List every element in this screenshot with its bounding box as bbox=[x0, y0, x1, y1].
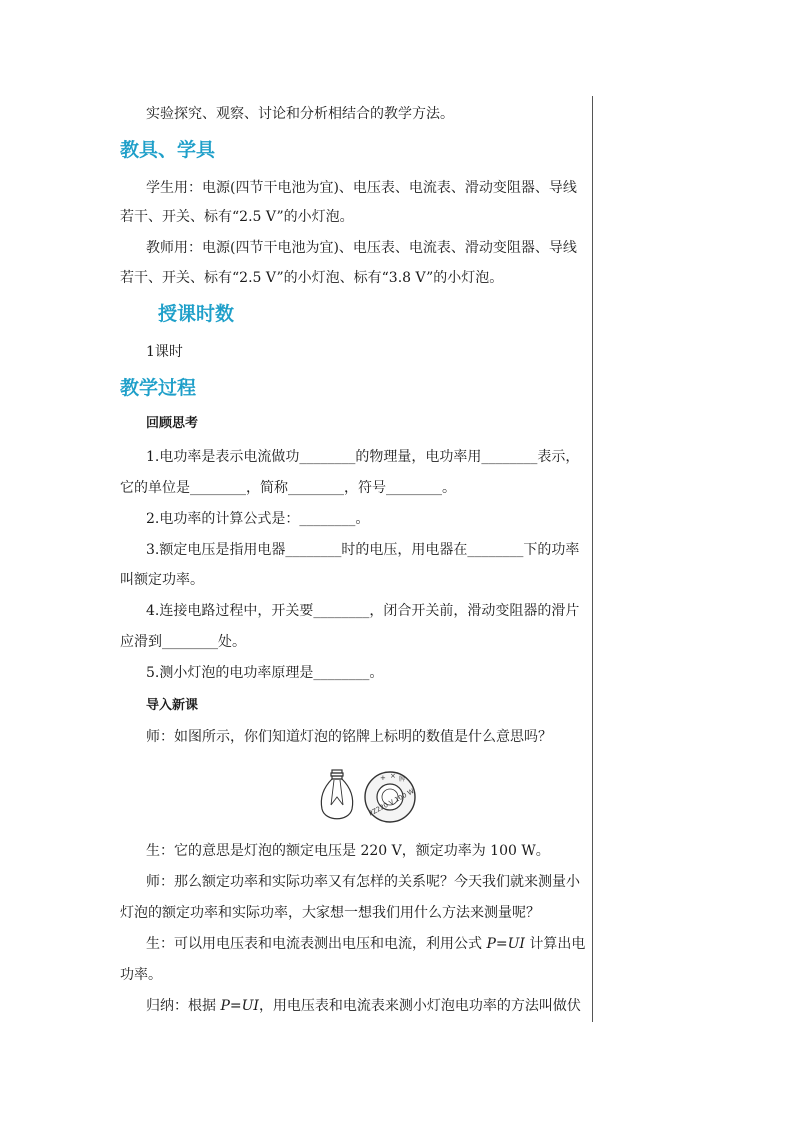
intro-teacher-line-2: 灯泡的额定功率和实际功率，大家想一想我们用什么方法来测量呢？ bbox=[120, 905, 540, 921]
answer-2-text-a: 生：可以用电压表和电流表测出电压和电流，利用公式 bbox=[146, 936, 487, 952]
answer-2-text-b: 计算出电 bbox=[524, 936, 586, 952]
teacher-tools-line-1: 教师用：电源(四节干电池为宜)、电压表、电流表、滑动变阻器、导线 bbox=[146, 240, 577, 256]
intro-teacher-line-1: 师：那么额定功率和实际功率又有怎样的关系呢？今天我们就来测量小 bbox=[146, 874, 580, 890]
nameplate-icon bbox=[365, 772, 416, 822]
heading-hours: 授课时数 bbox=[158, 303, 235, 325]
teacher-tools-line-2: 若干、开关、标有“2.5 V”的小灯泡、标有“3.8 V”的小灯泡。 bbox=[120, 270, 504, 286]
svg-text:×: × bbox=[390, 772, 396, 780]
student-tools-line-1: 学生用：电源(四节干电池为宜)、电压表、电流表、滑动变阻器、导线 bbox=[146, 180, 577, 196]
student-tools-line-2: 若干、开关、标有“2.5 V”的小灯泡。 bbox=[120, 209, 354, 225]
formula-p-ui: P=UI bbox=[486, 936, 525, 952]
intro-student-answer-2-line-1 bbox=[146, 934, 585, 954]
heading-tools: 教具、学具 bbox=[120, 139, 216, 161]
review-q4-line-2: 应滑到________处。 bbox=[120, 634, 246, 650]
svg-text:+: + bbox=[380, 774, 386, 782]
review-q3-line-1: 3.额定电压是指用电器________时的电压，用电器在________下的功率 bbox=[146, 542, 580, 558]
review-title: 回顾思考 bbox=[146, 416, 199, 431]
intro-student-answer-2-line-2: 功率。 bbox=[120, 967, 162, 983]
review-q5: 5.测小灯泡的电功率原理是________。 bbox=[146, 665, 384, 681]
margin-rule bbox=[592, 96, 593, 1022]
review-q1-line-1: 1.电功率是表示电流做功________的物理量，电功率用________表示， bbox=[146, 449, 580, 465]
summary-line bbox=[146, 996, 581, 1016]
heading-process: 教学过程 bbox=[120, 377, 197, 399]
intro-student-answer-1: 生：它的意思是灯泡的额定电压是 220 V，额定功率为 100 W。 bbox=[146, 843, 550, 859]
summary-text-b: ，用电压表和电流表来测小灯泡电功率的方法叫做伏 bbox=[258, 998, 581, 1014]
bulb-rating-label: PZ220 V 100 W bbox=[367, 787, 416, 818]
review-q4-line-1: 4.连接电路过程中，开关要________，闭合开关前，滑动变阻器的滑片 bbox=[146, 603, 580, 619]
summary-text-a: 归纳：根据 bbox=[146, 998, 221, 1014]
hours-value: 1课时 bbox=[146, 344, 183, 360]
intro-teacher-question: 师：如图所示，你们知道灯泡的铭牌上标明的数值是什么意思吗？ bbox=[146, 729, 552, 745]
method-text: 实验探究、观察、讨论和分析相结合的教学方法。 bbox=[146, 106, 454, 122]
svg-text:牌: 牌 bbox=[399, 776, 406, 783]
light-bulb-figure bbox=[318, 767, 420, 827]
review-q2: 2.电功率的计算公式是：________。 bbox=[146, 511, 370, 527]
light-bulb-icon bbox=[321, 770, 352, 819]
summary-formula: P=UI bbox=[220, 998, 259, 1014]
intro-title: 导入新课 bbox=[146, 698, 199, 713]
review-q1-line-2: 它的单位是________，简称________，符号________。 bbox=[120, 480, 456, 496]
review-q3-line-2: 叫额定功率。 bbox=[120, 572, 204, 588]
